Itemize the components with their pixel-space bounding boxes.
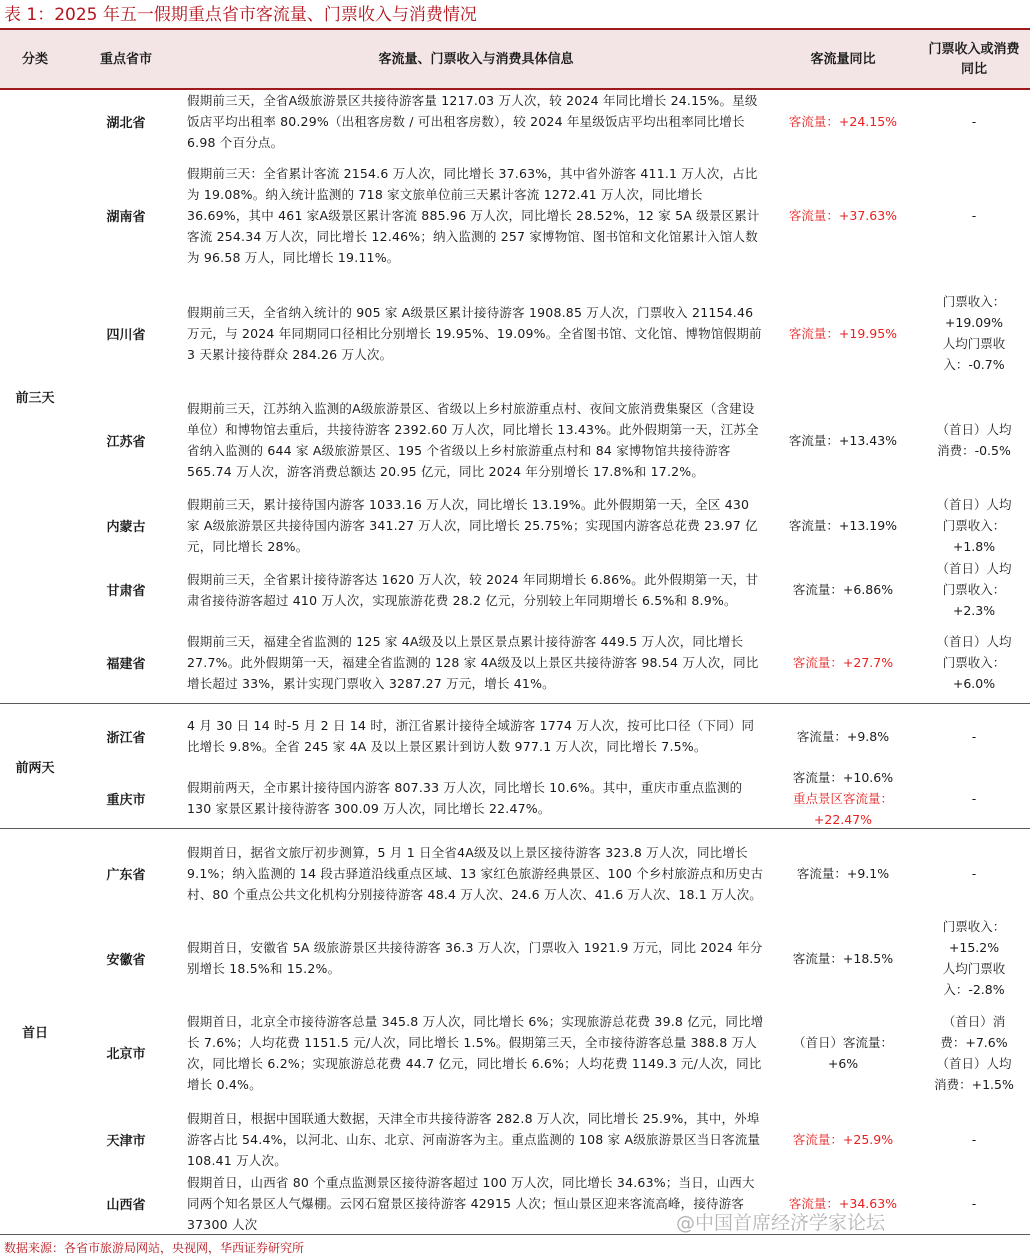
ticket-value: -	[971, 114, 977, 129]
province-name: 四川省	[106, 327, 146, 343]
yoy-value: 客流量：+9.1%	[796, 865, 890, 881]
ticket-value: （首日）人均 门票收入： +6.0%	[936, 633, 1012, 691]
yoy-value: 客流量：+19.95%	[788, 325, 898, 341]
table-title: 表 1：2025 年五一假期重点省市客流量、门票收入与消费情况	[4, 5, 477, 25]
detail-text: 4 月 30 日 14 时-5 月 2 日 14 时，浙江省累计接待全域游客 1774 万人次，按可比口径（下同）同比增长 9.8%。全省 245 家 4A 及以上景区累计到访人数 977.1 万人次，同比增长 7.5%。	[187, 718, 755, 754]
detail-text: 假期前三天，福建全省监测的 125 家 4A级及以上景区景点累计接待游客 449.5 万人次，同比增长 27.7%。此外假期第一天，福建全省监测的 128 家 4A级及以上景区共接待游客 98.54 万人次，同比增长超过 33%，累计实现门票收入 3287.27 万元，增长 41%。	[187, 633, 759, 691]
ticket-value: -	[971, 1195, 977, 1211]
table-row	[0, 558, 1030, 621]
province-name: 内蒙古	[106, 519, 146, 535]
ticket-value: -	[971, 790, 977, 806]
ticket-value: 门票收入： +19.09% 人均门票收 入：-0.7%	[942, 294, 1006, 372]
ticket-value: （首日）人均 门票收入： +1.8%	[936, 496, 1012, 554]
table-row	[0, 278, 1030, 388]
ticket-value: （首日）消 费：+7.6% （首日）人均 消费：+1.5%	[934, 1013, 1014, 1092]
yoy-value: 客流量：+6.86%	[792, 582, 894, 597]
detail-text: 假期首日，山西省 80 个重点监测景区接待游客超过 100 万人次，同比增长 34.63%；当日，山西大同两个知名景区人气爆棚。云冈石窟景区接待游客 42915 人次；恒山景区迎来客流高峰，接待游客 37300 人次	[187, 1174, 755, 1232]
yoy-value: 客流量：+13.19%	[788, 517, 898, 533]
province-name: 甘肃省	[106, 584, 146, 599]
ticket-value: （首日）人均 消费：-0.5%	[936, 422, 1012, 458]
table-row	[0, 917, 1030, 999]
province-name: 重庆市	[106, 792, 146, 808]
yoy-value: 客流量：+10.6% 重点景区客流量：+22.47%	[792, 769, 894, 827]
detail-text: 假期前两天，全市累计接待国内游客 807.33 万人次，同比增长 10.6%。其中，重庆市重点监测的 130 家景区累计接待游客 300.09 万人次，同比增长 22.47%。	[187, 780, 743, 816]
province-name: 福建省	[106, 656, 146, 672]
province-name: 广东省	[106, 867, 146, 883]
province-name: 天津市	[106, 1133, 146, 1149]
table-header	[0, 28, 1030, 90]
detail-text: 假期首日，根据中国联通大数据，天津全市共接待游客 282.8 万人次，同比增长 25.9%，其中，外埠游客占比 54.4%，以河北、山东、北京、河南游客为主。重点监测的 108 家 A级旅游景区当日客流量 108.41 万人次。	[187, 1110, 761, 1168]
detail-text: 假期前三天：全省累计客流 2154.6 万人次，同比增长 37.63%，其中省外游客 411.1 万人次，占比为 19.08%。纳入统计监测的 718 家文旅单位前三天累计客流 1272.41 万人次，同比增长 36.69%，其中 461 家A级景区累计客流 885.96 万人次，同比增长 28.52%，12 家 5A 级景区累计客流 254.34 万人次，同比增长 12.46%；纳入监测的 257 家博物馆、图书馆和文化馆累计入馆人数为 96.58 万人，同比增长 19.11%。	[187, 166, 760, 265]
province-name: 安徽省	[106, 952, 146, 968]
province-name: 江苏省	[106, 434, 146, 450]
table-row	[0, 1106, 1030, 1172]
table-row	[0, 768, 1030, 828]
table-row	[0, 621, 1030, 703]
ticket-value: 门票收入： +15.2% 人均门票收 入：-2.8%	[942, 919, 1006, 997]
yoy-value: 客流量：+34.63%	[788, 1195, 898, 1211]
watermark: @中国首席经济学家论坛	[676, 1212, 886, 1234]
province-name: 浙江省	[106, 730, 146, 746]
header-ticket: 门票收入或消费同比	[928, 42, 1020, 77]
yoy-value: 客流量：+9.8%	[796, 728, 890, 744]
detail-text: 假期前三天，江苏纳入监测的A级旅游景区、省级以上乡村旅游重点村、夜间文旅消费集聚区（含建设单位）和博物馆去重后，共接待游客 2392.60 万人次，同比增长 13.43%。此外假期第一天，江苏全省纳入监测的 644 家 A级旅游景区、195 个省级以上乡村旅游重点村和 84 家博物馆共接待游客 565.74 万人次，游客消费总额达 20.95 亿元，同比 2024 年分别增长 17.8%和 17.2%。	[187, 401, 759, 479]
province-name: 湖北省	[106, 116, 146, 131]
data-source-note: 数据来源：各省市旅游局网站，央视网，华西证券研究所	[4, 1241, 305, 1255]
yoy-value: 客流量：+13.43%	[788, 432, 898, 448]
table-row	[0, 704, 1030, 768]
table-row	[0, 388, 1030, 492]
detail-text: 假期前三天，全省累计接待游客达 1620 万人次，较 2024 年同期增长 6.86%。此外假期第一天，甘肃省接待游客超过 410 万人次，实现旅游花费 28.2 亿元，分别较上年同期增长 6.5%和 8.9%。	[187, 571, 759, 608]
header-detail: 客流量、门票收入与消费具体信息	[378, 52, 574, 67]
header-category: 分类	[21, 52, 48, 67]
detail-text: 假期首日，据省文旅厅初步测算，5 月 1 日全省4A级及以上景区接待游客 323.8 万人次，同比增长 9.1%；纳入监测的 14 段古驿道沿线重点区域、13 家红色旅游经典景区、100 个乡村旅游点和历史古村、80 个重点公共文化机构分别接待游客 48.4 万人次、24.6 万人次、41.6 万人次、18.1 万人次。	[187, 844, 764, 902]
detail-text: 假期首日，安徽省 5A 级旅游景区共接待游客 36.3 万人次，门票收入 1921.9 万元，同比 2024 年分别增长 18.5%和 15.2%。	[187, 940, 763, 976]
ticket-value: -	[971, 728, 977, 744]
yoy-value: （首日）客流量：+6%	[793, 1034, 894, 1071]
province-name: 北京市	[106, 1047, 146, 1062]
table-row	[0, 90, 1030, 153]
category-first-three-days: 前三天	[15, 390, 55, 406]
yoy-value: 客流量：+37.63%	[788, 208, 898, 223]
header-yoy: 客流量同比	[810, 52, 876, 67]
ticket-value: -	[971, 865, 977, 881]
detail-text: 假期首日，北京全市接待游客总量 345.8 万人次，同比增长 6%；实现旅游总花费 39.8 亿元，同比增长 7.6%；人均花费 1151.5 元/人次，同比增长 1.5%。假期第三天，全市接待游客总量 388.8 万人次，同比增长 6.2%；实现旅游总花费 44.7 亿元，同比增长 6.6%；人均花费 1149.3 元/人次，同比增长 0.4%。	[187, 1013, 764, 1092]
detail-text: 假期前三天，累计接待国内游客 1033.16 万人次，同比增长 13.19%。此外假期第一天，全区 430 家 A级旅游景区共接待国内游客 341.27 万人次，同比增长 25.75%；实现国内游客总花费 23.97 亿元，同比增长 28%。	[187, 496, 758, 554]
yoy-value: 客流量：+24.15%	[788, 114, 898, 129]
table-row	[0, 999, 1030, 1106]
ticket-value: （首日）人均 门票收入： +2.3%	[936, 561, 1012, 618]
province-name: 湖南省	[106, 210, 146, 225]
ticket-value: -	[971, 1131, 977, 1147]
category-first-day: 首日	[21, 1026, 48, 1041]
yoy-value: 客流量：+25.9%	[792, 1131, 894, 1147]
table-row	[0, 153, 1030, 278]
yoy-value: 客流量：+27.7%	[792, 654, 894, 670]
yoy-value: 客流量：+18.5%	[792, 950, 894, 966]
detail-text: 假期前三天，全省纳入统计的 905 家 A级景区累计接待游客 1908.85 万人次，门票收入 21154.46 万元，与 2024 年同期同口径相比分别增长 19.95%、19.09%。全省图书馆、文化馆、博物馆假期前 3 天累计接待群众 284.26 万人次。	[187, 304, 762, 362]
table-row	[0, 492, 1030, 558]
ticket-value: -	[971, 208, 977, 223]
header-province: 重点省市	[99, 52, 152, 67]
detail-text: 假期前三天，全省A级旅游景区共接待游客量 1217.03 万人次，较 2024 年同比增长 24.15%。星级饭店平均出租率 80.29%（出租客房数 / 可出租客房数），较 2024 年星级饭店平均出租率同比增长 6.98 个百分点。	[187, 93, 758, 150]
category-first-two-days: 前两天	[15, 760, 55, 776]
table-row	[0, 829, 1030, 917]
province-name: 山西省	[106, 1197, 146, 1213]
